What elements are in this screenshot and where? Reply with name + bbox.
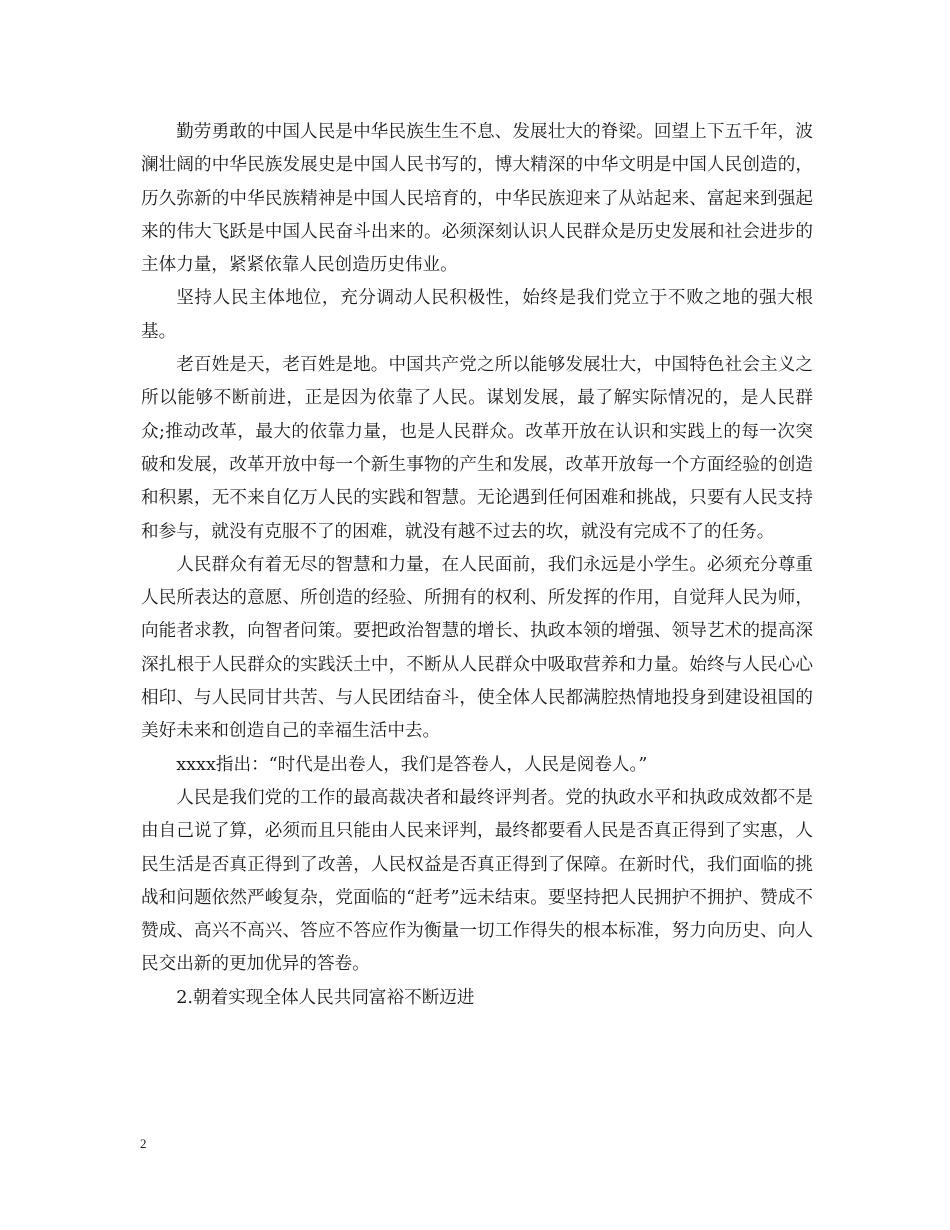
paragraph-people-principal-status: 坚持人民主体地位，充分调动人民积极性，始终是我们党立于不败之地的强大根基。 [141, 288, 813, 342]
paragraph-people-backbone: 勤劳勇敢的中国人民是中华民族生生不息、发展壮大的脊梁。回望上下五千年，波澜壮阔的中华民族发展史是中国人民书写的，博大精深的中华文明是中国人民创造的，历久弥新的中华民族精神是中国人民培育的，中华民族迎来了从站起来、富起来到强起来的伟大飞跃是中国人民奋斗出来的。必须深刻认识人民群众是历史发展和社会进步的主体力量，紧紧依靠人民创造历史伟业。 [141, 122, 813, 276]
paragraph-people-wisdom: 人民群众有着无尽的智慧和力量，在人民面前，我们永远是小学生。必须充分尊重人民所表达的意愿、所创造的经验、所拥有的权利、所发挥的作用，自觉拜人民为师，向能者求教，向智者问策。要把政治智慧的增长、执政本领的增强、领导艺术的提高深深扎根于人民群众的实践沃土中，不断从人民群众中吸取营养和力量。始终与人民心心相印、与人民同甘共苦、与人民团结奋斗，使全体人民都满腔热情地投身到建设祖国的美好未来和创造自己的幸福生活中去。 [141, 554, 813, 742]
document-body [141, 116, 813, 1015]
section-heading-common-prosperity: 2.朝着实现全体人民共同富裕不断迈进 [176, 987, 475, 1008]
page-number: 2 [140, 1136, 147, 1151]
paragraph-quote: xxxx指出：“时代是出卷人，我们是答卷人，人民是阅卷人。” [176, 754, 648, 775]
paragraph-people-judge: 人民是我们党的工作的最高裁决者和最终评判者。党的执政水平和执政成效都不是由自己说了算，必须而且只能由人民来评判，最终都要看人民是否真正得到了实惠，人民生活是否真正得到了改善，人民权益是否真正得到了保障。在新时代，我们面临的挑战和问题依然严峻复杂，党面临的“赶考”远未结束。要坚持把人民拥护不拥护、赞成不赞成、高兴不高兴、答应不答应作为衡量一切工作得失的根本标准，努力向历史、向人民交出新的更加优异的答卷。 [141, 787, 813, 975]
paragraph-people-are-heaven: 老百姓是天，老百姓是地。中国共产党之所以能够发展壮大，中国特色社会主义之所以能够不断前进，正是因为依靠了人民。谋划发展，最了解实际情况的，是人民群众;推动改革，最大的依靠力量，也是人民群众。改革开放在认识和实践上的每一次突破和发展，改革开放中每一个新生事物的产生和发展，改革开放每一个方面经验的创造和积累，无不来自亿万人民的实践和智慧。无论遇到任何困难和挑战，只要有人民支持和参与，就没有克服不了的困难，就没有越不过去的坎，就没有完成不了的任务。 [141, 355, 813, 542]
